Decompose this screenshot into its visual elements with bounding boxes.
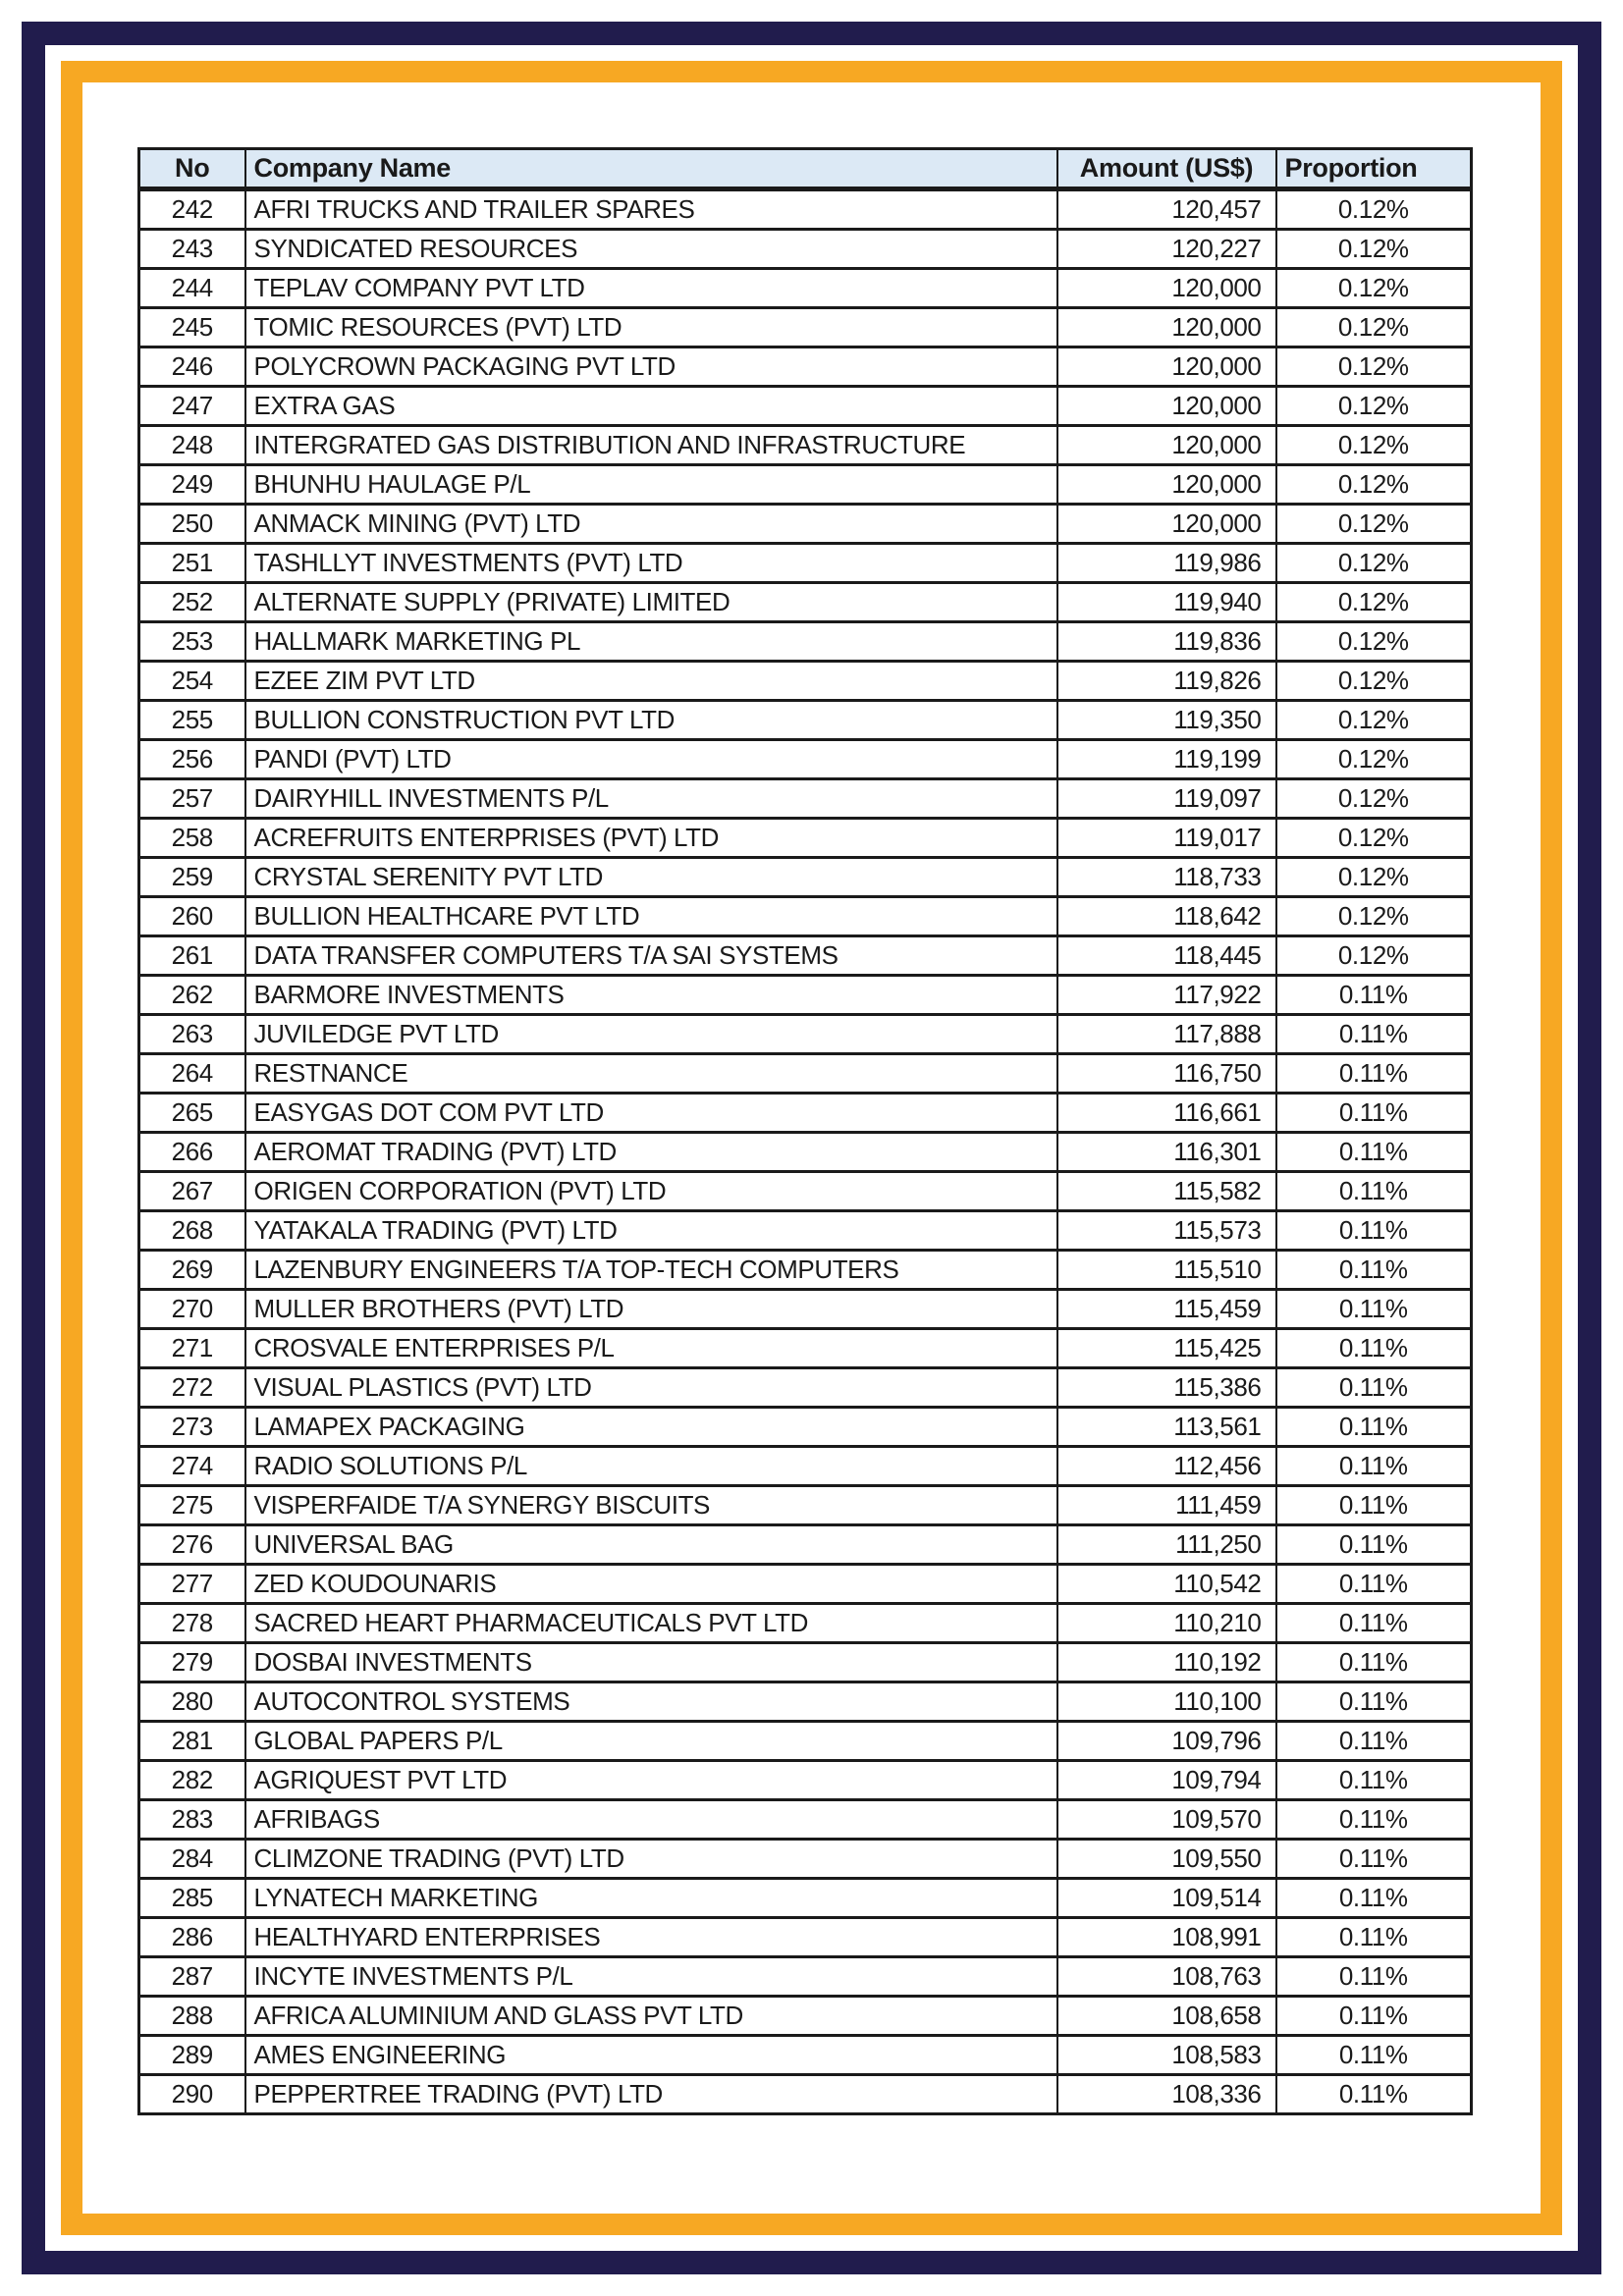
cell-no: 262 — [139, 976, 245, 1015]
cell-no: 249 — [139, 465, 245, 505]
cell-proportion: 0.12% — [1276, 701, 1472, 740]
cell-amount: 118,733 — [1057, 858, 1276, 897]
cell-no: 268 — [139, 1211, 245, 1251]
cell-company-name: MULLER BROTHERS (PVT) LTD — [245, 1290, 1057, 1329]
cell-proportion: 0.12% — [1276, 819, 1472, 858]
cell-proportion: 0.11% — [1276, 2075, 1472, 2114]
table-row — [139, 976, 1472, 1015]
cell-company-name: RESTNANCE — [245, 1054, 1057, 1094]
cell-company-name: ALTERNATE SUPPLY (PRIVATE) LIMITED — [245, 583, 1057, 622]
cell-proportion: 0.11% — [1276, 1761, 1472, 1800]
table-row — [139, 1054, 1472, 1094]
cell-company-name: INCYTE INVESTMENTS P/L — [245, 1957, 1057, 1997]
cell-company-name: AMES ENGINEERING — [245, 2036, 1057, 2075]
cell-no: 250 — [139, 505, 245, 544]
table-row — [139, 1643, 1472, 1682]
cell-proportion: 0.11% — [1276, 1133, 1472, 1172]
cell-company-name: AFRI TRUCKS AND TRAILER SPARES — [245, 189, 1057, 230]
cell-amount: 112,456 — [1057, 1447, 1276, 1486]
cell-proportion: 0.12% — [1276, 936, 1472, 976]
table-row — [139, 858, 1472, 897]
cell-proportion: 0.12% — [1276, 779, 1472, 819]
column-header-amount: Amount (US$) — [1057, 149, 1276, 189]
cell-amount: 120,000 — [1057, 505, 1276, 544]
cell-amount: 108,658 — [1057, 1997, 1276, 2036]
table-row — [139, 426, 1472, 465]
cell-no: 278 — [139, 1604, 245, 1643]
cell-no: 275 — [139, 1486, 245, 1525]
table-row — [139, 936, 1472, 976]
cell-no: 279 — [139, 1643, 245, 1682]
cell-no: 254 — [139, 662, 245, 701]
table-row — [139, 1525, 1472, 1565]
cell-no: 265 — [139, 1094, 245, 1133]
cell-no: 276 — [139, 1525, 245, 1565]
cell-no: 280 — [139, 1682, 245, 1722]
cell-amount: 110,542 — [1057, 1565, 1276, 1604]
cell-no: 259 — [139, 858, 245, 897]
cell-no: 284 — [139, 1840, 245, 1879]
cell-no: 256 — [139, 740, 245, 779]
cell-amount: 109,794 — [1057, 1761, 1276, 1800]
cell-amount: 111,459 — [1057, 1486, 1276, 1525]
cell-no: 264 — [139, 1054, 245, 1094]
cell-no: 244 — [139, 269, 245, 308]
cell-amount: 116,750 — [1057, 1054, 1276, 1094]
table-row — [139, 1133, 1472, 1172]
cell-proportion: 0.11% — [1276, 1682, 1472, 1722]
cell-proportion: 0.12% — [1276, 544, 1472, 583]
cell-proportion: 0.11% — [1276, 1879, 1472, 1918]
cell-no: 289 — [139, 2036, 245, 2075]
cell-no: 243 — [139, 230, 245, 269]
column-header-proportion: Proportion — [1276, 149, 1472, 189]
cell-proportion: 0.12% — [1276, 426, 1472, 465]
cell-amount: 108,991 — [1057, 1918, 1276, 1957]
cell-amount: 116,301 — [1057, 1133, 1276, 1172]
table-row — [139, 583, 1472, 622]
cell-amount: 108,583 — [1057, 2036, 1276, 2075]
cell-proportion: 0.11% — [1276, 1211, 1472, 1251]
cell-no: 270 — [139, 1290, 245, 1329]
cell-amount: 119,940 — [1057, 583, 1276, 622]
cell-amount: 110,210 — [1057, 1604, 1276, 1643]
table-header — [139, 149, 1472, 189]
cell-amount: 118,445 — [1057, 936, 1276, 976]
cell-no: 258 — [139, 819, 245, 858]
table-row — [139, 1761, 1472, 1800]
cell-amount: 120,000 — [1057, 347, 1276, 387]
cell-amount: 111,250 — [1057, 1525, 1276, 1565]
cell-amount: 109,514 — [1057, 1879, 1276, 1918]
cell-no: 261 — [139, 936, 245, 976]
column-header-no: No — [139, 149, 245, 189]
table-row — [139, 2036, 1472, 2075]
cell-proportion: 0.12% — [1276, 465, 1472, 505]
cell-company-name: LYNATECH MARKETING — [245, 1879, 1057, 1918]
cell-company-name: BULLION HEALTHCARE PVT LTD — [245, 897, 1057, 936]
cell-company-name: TASHLLYT INVESTMENTS (PVT) LTD — [245, 544, 1057, 583]
cell-company-name: AGRIQUEST PVT LTD — [245, 1761, 1057, 1800]
table-body — [139, 189, 1472, 2114]
cell-proportion: 0.12% — [1276, 505, 1472, 544]
cell-amount: 120,000 — [1057, 387, 1276, 426]
table-row — [139, 1486, 1472, 1525]
cell-amount: 119,199 — [1057, 740, 1276, 779]
table-row — [139, 1957, 1472, 1997]
cell-amount: 108,336 — [1057, 2075, 1276, 2114]
table-row — [139, 740, 1472, 779]
table-row — [139, 387, 1472, 426]
cell-amount: 109,570 — [1057, 1800, 1276, 1840]
table-row — [139, 465, 1472, 505]
cell-no: 267 — [139, 1172, 245, 1211]
cell-no: 251 — [139, 544, 245, 583]
cell-company-name: ORIGEN CORPORATION (PVT) LTD — [245, 1172, 1057, 1211]
table-row — [139, 1997, 1472, 2036]
cell-proportion: 0.11% — [1276, 1800, 1472, 1840]
cell-no: 246 — [139, 347, 245, 387]
cell-amount: 115,459 — [1057, 1290, 1276, 1329]
company-amount-table — [137, 147, 1473, 2115]
cell-proportion: 0.11% — [1276, 1054, 1472, 1094]
table-row — [139, 1368, 1472, 1408]
header-row — [139, 149, 1472, 189]
table-row — [139, 1918, 1472, 1957]
cell-proportion: 0.12% — [1276, 897, 1472, 936]
cell-amount: 119,097 — [1057, 779, 1276, 819]
table-row — [139, 662, 1472, 701]
cell-amount: 115,582 — [1057, 1172, 1276, 1211]
cell-company-name: YATAKALA TRADING (PVT) LTD — [245, 1211, 1057, 1251]
cell-amount: 119,826 — [1057, 662, 1276, 701]
cell-no: 266 — [139, 1133, 245, 1172]
cell-amount: 115,573 — [1057, 1211, 1276, 1251]
cell-company-name: UNIVERSAL BAG — [245, 1525, 1057, 1565]
cell-amount: 120,000 — [1057, 426, 1276, 465]
cell-no: 253 — [139, 622, 245, 662]
cell-proportion: 0.11% — [1276, 1329, 1472, 1368]
table-row — [139, 819, 1472, 858]
cell-amount: 115,425 — [1057, 1329, 1276, 1368]
cell-company-name: JUVILEDGE PVT LTD — [245, 1015, 1057, 1054]
cell-no: 283 — [139, 1800, 245, 1840]
cell-proportion: 0.11% — [1276, 1015, 1472, 1054]
cell-company-name: PANDI (PVT) LTD — [245, 740, 1057, 779]
cell-no: 285 — [139, 1879, 245, 1918]
table-row — [139, 505, 1472, 544]
cell-amount: 119,017 — [1057, 819, 1276, 858]
cell-amount: 109,796 — [1057, 1722, 1276, 1761]
cell-company-name: VISPERFAIDE T/A SYNERGY BISCUITS — [245, 1486, 1057, 1525]
cell-proportion: 0.12% — [1276, 269, 1472, 308]
cell-company-name: ZED KOUDOUNARIS — [245, 1565, 1057, 1604]
cell-no: 245 — [139, 308, 245, 347]
cell-company-name: BHUNHU HAULAGE P/L — [245, 465, 1057, 505]
cell-proportion: 0.11% — [1276, 1957, 1472, 1997]
table-row — [139, 1290, 1472, 1329]
cell-company-name: RADIO SOLUTIONS P/L — [245, 1447, 1057, 1486]
cell-no: 288 — [139, 1997, 245, 2036]
cell-company-name: PEPPERTREE TRADING (PVT) LTD — [245, 2075, 1057, 2114]
table-row — [139, 269, 1472, 308]
cell-no: 273 — [139, 1408, 245, 1447]
cell-company-name: EXTRA GAS — [245, 387, 1057, 426]
cell-company-name: CLIMZONE TRADING (PVT) LTD — [245, 1840, 1057, 1879]
cell-company-name: LAZENBURY ENGINEERS T/A TOP-TECH COMPUTERS — [245, 1251, 1057, 1290]
table-row — [139, 2075, 1472, 2114]
cell-proportion: 0.12% — [1276, 740, 1472, 779]
cell-proportion: 0.11% — [1276, 1172, 1472, 1211]
cell-proportion: 0.11% — [1276, 1525, 1472, 1565]
cell-company-name: INTERGRATED GAS DISTRIBUTION AND INFRASTRUCTURE — [245, 426, 1057, 465]
cell-company-name: AEROMAT TRADING (PVT) LTD — [245, 1133, 1057, 1172]
cell-proportion: 0.12% — [1276, 583, 1472, 622]
table-row — [139, 1172, 1472, 1211]
table-row — [139, 1408, 1472, 1447]
cell-company-name: GLOBAL PAPERS P/L — [245, 1722, 1057, 1761]
table-row — [139, 189, 1472, 230]
cell-proportion: 0.11% — [1276, 1643, 1472, 1682]
cell-company-name: DAIRYHILL INVESTMENTS P/L — [245, 779, 1057, 819]
cell-amount: 119,986 — [1057, 544, 1276, 583]
table-row — [139, 779, 1472, 819]
cell-proportion: 0.11% — [1276, 1997, 1472, 2036]
cell-company-name: VISUAL PLASTICS (PVT) LTD — [245, 1368, 1057, 1408]
cell-amount: 120,227 — [1057, 230, 1276, 269]
cell-amount: 118,642 — [1057, 897, 1276, 936]
cell-company-name: POLYCROWN PACKAGING PVT LTD — [245, 347, 1057, 387]
cell-no: 263 — [139, 1015, 245, 1054]
table-row — [139, 1682, 1472, 1722]
cell-company-name: AFRIBAGS — [245, 1800, 1057, 1840]
cell-proportion: 0.11% — [1276, 1604, 1472, 1643]
cell-amount: 115,386 — [1057, 1368, 1276, 1408]
cell-company-name: TEPLAV COMPANY PVT LTD — [245, 269, 1057, 308]
cell-proportion: 0.11% — [1276, 1251, 1472, 1290]
cell-proportion: 0.12% — [1276, 662, 1472, 701]
cell-company-name: AFRICA ALUMINIUM AND GLASS PVT LTD — [245, 1997, 1057, 2036]
table-row — [139, 544, 1472, 583]
cell-company-name: LAMAPEX PACKAGING — [245, 1408, 1057, 1447]
table-row — [139, 622, 1472, 662]
cell-proportion: 0.12% — [1276, 387, 1472, 426]
cell-amount: 119,350 — [1057, 701, 1276, 740]
cell-proportion: 0.11% — [1276, 1408, 1472, 1447]
cell-proportion: 0.12% — [1276, 308, 1472, 347]
cell-proportion: 0.11% — [1276, 1918, 1472, 1957]
table-row — [139, 1094, 1472, 1133]
table-row — [139, 1015, 1472, 1054]
table-row — [139, 1329, 1472, 1368]
cell-no: 287 — [139, 1957, 245, 1997]
cell-proportion: 0.12% — [1276, 858, 1472, 897]
table-row — [139, 1604, 1472, 1643]
cell-amount: 119,836 — [1057, 622, 1276, 662]
cell-amount: 120,457 — [1057, 189, 1276, 230]
cell-no: 260 — [139, 897, 245, 936]
cell-proportion: 0.11% — [1276, 976, 1472, 1015]
cell-company-name: EASYGAS DOT COM PVT LTD — [245, 1094, 1057, 1133]
table-row — [139, 701, 1472, 740]
cell-no: 269 — [139, 1251, 245, 1290]
cell-proportion: 0.11% — [1276, 1840, 1472, 1879]
cell-proportion: 0.11% — [1276, 2036, 1472, 2075]
cell-no: 257 — [139, 779, 245, 819]
table-row — [139, 1565, 1472, 1604]
cell-no: 274 — [139, 1447, 245, 1486]
cell-company-name: HEALTHYARD ENTERPRISES — [245, 1918, 1057, 1957]
cell-proportion: 0.11% — [1276, 1486, 1472, 1525]
table-row — [139, 1800, 1472, 1840]
cell-proportion: 0.11% — [1276, 1290, 1472, 1329]
table-row — [139, 347, 1472, 387]
cell-amount: 116,661 — [1057, 1094, 1276, 1133]
cell-no: 286 — [139, 1918, 245, 1957]
table-row — [139, 897, 1472, 936]
table-row — [139, 230, 1472, 269]
cell-no: 271 — [139, 1329, 245, 1368]
table-row — [139, 1879, 1472, 1918]
cell-no: 282 — [139, 1761, 245, 1800]
cell-proportion: 0.11% — [1276, 1722, 1472, 1761]
cell-company-name: BARMORE INVESTMENTS — [245, 976, 1057, 1015]
cell-no: 290 — [139, 2075, 245, 2114]
cell-no: 255 — [139, 701, 245, 740]
cell-no: 248 — [139, 426, 245, 465]
cell-amount: 117,888 — [1057, 1015, 1276, 1054]
cell-company-name: HALLMARK MARKETING PL — [245, 622, 1057, 662]
cell-amount: 120,000 — [1057, 465, 1276, 505]
cell-proportion: 0.11% — [1276, 1447, 1472, 1486]
cell-company-name: EZEE ZIM PVT LTD — [245, 662, 1057, 701]
table-row — [139, 1251, 1472, 1290]
cell-amount: 120,000 — [1057, 308, 1276, 347]
cell-amount: 110,192 — [1057, 1643, 1276, 1682]
cell-company-name: BULLION CONSTRUCTION PVT LTD — [245, 701, 1057, 740]
cell-amount: 108,763 — [1057, 1957, 1276, 1997]
cell-company-name: SACRED HEART PHARMACEUTICALS PVT LTD — [245, 1604, 1057, 1643]
cell-no: 252 — [139, 583, 245, 622]
table-row — [139, 1840, 1472, 1879]
table-row — [139, 1211, 1472, 1251]
cell-company-name: ACREFRUITS ENTERPRISES (PVT) LTD — [245, 819, 1057, 858]
table-row — [139, 1447, 1472, 1486]
cell-proportion: 0.12% — [1276, 230, 1472, 269]
cell-amount: 115,510 — [1057, 1251, 1276, 1290]
cell-no: 277 — [139, 1565, 245, 1604]
cell-company-name: CRYSTAL SERENITY PVT LTD — [245, 858, 1057, 897]
table-row — [139, 1722, 1472, 1761]
cell-company-name: DOSBAI INVESTMENTS — [245, 1643, 1057, 1682]
cell-proportion: 0.11% — [1276, 1094, 1472, 1133]
cell-company-name: DATA TRANSFER COMPUTERS T/A SAI SYSTEMS — [245, 936, 1057, 976]
cell-company-name: CROSVALE ENTERPRISES P/L — [245, 1329, 1057, 1368]
cell-proportion: 0.11% — [1276, 1565, 1472, 1604]
cell-proportion: 0.11% — [1276, 1368, 1472, 1408]
cell-proportion: 0.12% — [1276, 347, 1472, 387]
cell-no: 242 — [139, 189, 245, 230]
cell-no: 247 — [139, 387, 245, 426]
cell-proportion: 0.12% — [1276, 189, 1472, 230]
cell-no: 281 — [139, 1722, 245, 1761]
cell-company-name: ANMACK MINING (PVT) LTD — [245, 505, 1057, 544]
cell-amount: 113,561 — [1057, 1408, 1276, 1447]
column-header-company: Company Name — [245, 149, 1057, 189]
cell-proportion: 0.12% — [1276, 622, 1472, 662]
cell-company-name: TOMIC RESOURCES (PVT) LTD — [245, 308, 1057, 347]
cell-amount: 109,550 — [1057, 1840, 1276, 1879]
table-row — [139, 308, 1472, 347]
cell-amount: 120,000 — [1057, 269, 1276, 308]
cell-no: 272 — [139, 1368, 245, 1408]
cell-company-name: AUTOCONTROL SYSTEMS — [245, 1682, 1057, 1722]
cell-amount: 110,100 — [1057, 1682, 1276, 1722]
cell-company-name: SYNDICATED RESOURCES — [245, 230, 1057, 269]
cell-amount: 117,922 — [1057, 976, 1276, 1015]
